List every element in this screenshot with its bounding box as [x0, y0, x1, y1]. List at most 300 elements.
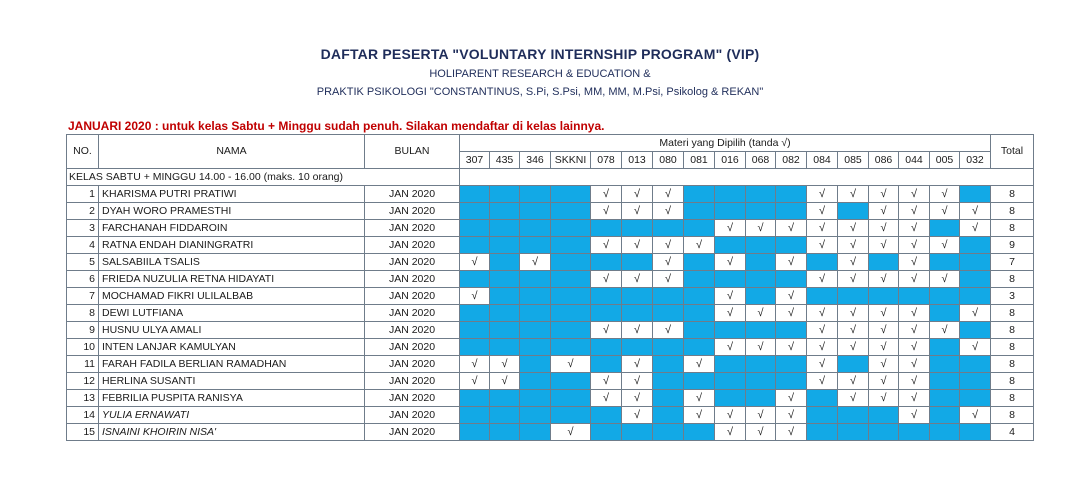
unselected-cell: [490, 305, 520, 322]
unselected-cell: [520, 186, 551, 203]
check-cell: √: [460, 254, 490, 271]
check-cell: √: [460, 288, 490, 305]
unselected-cell: [960, 424, 991, 441]
unselected-cell: [460, 424, 490, 441]
header-total: Total: [991, 135, 1034, 169]
section-blank: [460, 169, 1034, 186]
check-cell: √: [869, 271, 899, 288]
unselected-cell: [591, 407, 622, 424]
unselected-cell: [899, 288, 930, 305]
unselected-cell: [776, 373, 807, 390]
unselected-cell: [838, 407, 869, 424]
check-cell: √: [899, 390, 930, 407]
unselected-cell: [715, 322, 746, 339]
check-cell: √: [899, 356, 930, 373]
check-cell: √: [746, 407, 776, 424]
check-cell: √: [960, 407, 991, 424]
participant-table: [66, 134, 1034, 441]
unselected-cell: [520, 356, 551, 373]
unselected-cell: [930, 424, 960, 441]
unselected-cell: [551, 271, 591, 288]
header-code: 080: [653, 152, 684, 169]
unselected-cell: [684, 288, 715, 305]
check-cell: √: [930, 186, 960, 203]
unselected-cell: [520, 288, 551, 305]
check-cell: √: [684, 407, 715, 424]
check-cell: √: [899, 237, 930, 254]
check-cell: √: [838, 390, 869, 407]
unselected-cell: [684, 424, 715, 441]
check-cell: √: [622, 356, 653, 373]
check-cell: √: [960, 339, 991, 356]
row-total: 8: [991, 356, 1034, 373]
unselected-cell: [746, 390, 776, 407]
row-total: 8: [991, 322, 1034, 339]
unselected-cell: [715, 237, 746, 254]
unselected-cell: [746, 186, 776, 203]
row-number: 10: [67, 339, 99, 356]
unselected-cell: [715, 271, 746, 288]
check-cell: √: [807, 356, 838, 373]
check-cell: √: [715, 254, 746, 271]
check-cell: √: [776, 254, 807, 271]
check-cell: √: [869, 186, 899, 203]
check-cell: √: [807, 186, 838, 203]
check-cell: √: [460, 373, 490, 390]
unselected-cell: [807, 424, 838, 441]
table-row: [67, 203, 1034, 220]
participant-month: JAN 2020: [365, 305, 460, 322]
header-nama: NAMA: [99, 135, 365, 169]
row-total: 7: [991, 254, 1034, 271]
row-number: 4: [67, 237, 99, 254]
unselected-cell: [591, 305, 622, 322]
participant-name: FEBRILIA PUSPITA RANISYA: [99, 390, 365, 407]
header-code: 307: [460, 152, 490, 169]
unselected-cell: [551, 203, 591, 220]
unselected-cell: [869, 407, 899, 424]
unselected-cell: [520, 203, 551, 220]
unselected-cell: [715, 186, 746, 203]
unselected-cell: [746, 373, 776, 390]
unselected-cell: [460, 220, 490, 237]
participant-name: FARCHANAH FIDDAROIN: [99, 220, 365, 237]
check-cell: √: [653, 237, 684, 254]
check-cell: √: [899, 339, 930, 356]
check-cell: √: [838, 271, 869, 288]
participant-name: HERLINA SUSANTI: [99, 373, 365, 390]
check-cell: √: [838, 305, 869, 322]
unselected-cell: [551, 288, 591, 305]
check-cell: √: [622, 203, 653, 220]
check-cell: √: [746, 424, 776, 441]
unselected-cell: [490, 254, 520, 271]
unselected-cell: [460, 390, 490, 407]
unselected-cell: [551, 390, 591, 407]
header-code: 081: [684, 152, 715, 169]
unselected-cell: [930, 390, 960, 407]
row-total: 8: [991, 373, 1034, 390]
check-cell: √: [551, 424, 591, 441]
table-row: [67, 322, 1034, 339]
unselected-cell: [715, 203, 746, 220]
row-number: 2: [67, 203, 99, 220]
check-cell: √: [776, 220, 807, 237]
header-no: NO.: [67, 135, 99, 169]
check-cell: √: [653, 186, 684, 203]
check-cell: √: [776, 305, 807, 322]
table-row: [67, 339, 1034, 356]
check-cell: √: [899, 407, 930, 424]
unselected-cell: [838, 356, 869, 373]
unselected-cell: [551, 220, 591, 237]
unselected-cell: [460, 186, 490, 203]
check-cell: √: [807, 220, 838, 237]
check-cell: √: [930, 237, 960, 254]
participant-month: JAN 2020: [365, 424, 460, 441]
unselected-cell: [551, 322, 591, 339]
unselected-cell: [622, 254, 653, 271]
unselected-cell: [551, 339, 591, 356]
unselected-cell: [807, 407, 838, 424]
unselected-cell: [653, 339, 684, 356]
participant-name: SALSABIILA TSALIS: [99, 254, 365, 271]
check-cell: √: [490, 373, 520, 390]
participant-month: JAN 2020: [365, 220, 460, 237]
check-cell: √: [930, 271, 960, 288]
unselected-cell: [684, 373, 715, 390]
check-cell: √: [715, 424, 746, 441]
unselected-cell: [930, 373, 960, 390]
unselected-cell: [490, 424, 520, 441]
table-row: [67, 288, 1034, 305]
check-cell: √: [807, 373, 838, 390]
table-row: [67, 373, 1034, 390]
unselected-cell: [653, 305, 684, 322]
check-cell: √: [838, 373, 869, 390]
unselected-cell: [838, 424, 869, 441]
participant-name: INTEN LANJAR KAMULYAN: [99, 339, 365, 356]
check-cell: √: [899, 373, 930, 390]
unselected-cell: [930, 254, 960, 271]
participant-name: RATNA ENDAH DIANINGRATRI: [99, 237, 365, 254]
check-cell: √: [520, 254, 551, 271]
check-cell: √: [684, 390, 715, 407]
row-number: 13: [67, 390, 99, 407]
header-code: 086: [869, 152, 899, 169]
check-cell: √: [960, 305, 991, 322]
unselected-cell: [746, 237, 776, 254]
row-number: 11: [67, 356, 99, 373]
unselected-cell: [838, 203, 869, 220]
header-materi: Materi yang Dipilih (tanda √): [460, 135, 991, 152]
check-cell: √: [930, 322, 960, 339]
table-row: [67, 424, 1034, 441]
check-cell: √: [746, 339, 776, 356]
unselected-cell: [684, 203, 715, 220]
check-cell: √: [684, 356, 715, 373]
check-cell: √: [591, 186, 622, 203]
table-row: [67, 254, 1034, 271]
participant-name: HUSNU ULYA AMALI: [99, 322, 365, 339]
unselected-cell: [551, 305, 591, 322]
header-code: 013: [622, 152, 653, 169]
unselected-cell: [684, 220, 715, 237]
unselected-cell: [622, 424, 653, 441]
check-cell: √: [622, 373, 653, 390]
participant-month: JAN 2020: [365, 407, 460, 424]
unselected-cell: [622, 305, 653, 322]
check-cell: √: [899, 271, 930, 288]
check-cell: √: [838, 339, 869, 356]
unselected-cell: [653, 220, 684, 237]
row-total: 8: [991, 186, 1034, 203]
check-cell: √: [653, 322, 684, 339]
participant-name: YULIA ERNAWATI: [99, 407, 365, 424]
check-cell: √: [869, 305, 899, 322]
unselected-cell: [684, 322, 715, 339]
check-cell: √: [869, 339, 899, 356]
unselected-cell: [490, 186, 520, 203]
unselected-cell: [960, 186, 991, 203]
check-cell: √: [869, 356, 899, 373]
unselected-cell: [591, 220, 622, 237]
unselected-cell: [746, 356, 776, 373]
unselected-cell: [684, 271, 715, 288]
row-total: 8: [991, 390, 1034, 407]
check-cell: √: [807, 203, 838, 220]
unselected-cell: [520, 237, 551, 254]
participant-month: JAN 2020: [365, 254, 460, 271]
check-cell: √: [807, 305, 838, 322]
unselected-cell: [460, 407, 490, 424]
table-row: [67, 186, 1034, 203]
check-cell: √: [899, 305, 930, 322]
header-code: SKKNI: [551, 152, 591, 169]
unselected-cell: [960, 237, 991, 254]
check-cell: √: [869, 390, 899, 407]
row-number: 8: [67, 305, 99, 322]
check-cell: √: [746, 220, 776, 237]
subtitle-practice: PRAKTIK PSIKOLOGI "CONSTANTINUS, S.Pi, S.Psi, MM, MM, M.Psi, Psikolog & REKAN": [316, 86, 764, 98]
section-label: KELAS SABTU + MINGGU 14.00 - 16.00 (maks. 10 orang): [67, 169, 460, 186]
unselected-cell: [684, 305, 715, 322]
check-cell: √: [591, 203, 622, 220]
row-total: 8: [991, 220, 1034, 237]
row-number: 7: [67, 288, 99, 305]
unselected-cell: [490, 288, 520, 305]
unselected-cell: [807, 254, 838, 271]
unselected-cell: [490, 322, 520, 339]
check-cell: √: [653, 271, 684, 288]
unselected-cell: [746, 254, 776, 271]
unselected-cell: [490, 271, 520, 288]
unselected-cell: [715, 390, 746, 407]
unselected-cell: [776, 356, 807, 373]
check-cell: √: [960, 203, 991, 220]
unselected-cell: [460, 237, 490, 254]
unselected-cell: [930, 339, 960, 356]
unselected-cell: [551, 254, 591, 271]
check-cell: √: [622, 407, 653, 424]
participant-month: JAN 2020: [365, 390, 460, 407]
unselected-cell: [776, 237, 807, 254]
check-cell: √: [838, 322, 869, 339]
check-cell: √: [715, 288, 746, 305]
check-cell: √: [591, 390, 622, 407]
unselected-cell: [591, 288, 622, 305]
check-cell: √: [551, 356, 591, 373]
page-title: DAFTAR PESERTA "VOLUNTARY INTERNSHIP PROGRAM" (VIP): [320, 46, 760, 62]
row-total: 9: [991, 237, 1034, 254]
unselected-cell: [520, 271, 551, 288]
check-cell: √: [807, 237, 838, 254]
check-cell: √: [776, 390, 807, 407]
participant-month: JAN 2020: [365, 339, 460, 356]
check-cell: √: [622, 186, 653, 203]
check-cell: √: [653, 254, 684, 271]
unselected-cell: [960, 390, 991, 407]
table-row: [67, 220, 1034, 237]
unselected-cell: [591, 339, 622, 356]
unselected-cell: [776, 203, 807, 220]
table-row: [67, 407, 1034, 424]
header-code: 078: [591, 152, 622, 169]
check-cell: √: [622, 322, 653, 339]
unselected-cell: [899, 424, 930, 441]
participant-month: JAN 2020: [365, 322, 460, 339]
unselected-cell: [551, 407, 591, 424]
subtitle-organization: HOLIPARENT RESEARCH & EDUCATION &: [429, 68, 651, 80]
unselected-cell: [490, 339, 520, 356]
check-cell: √: [899, 322, 930, 339]
check-cell: √: [960, 220, 991, 237]
row-total: 8: [991, 339, 1034, 356]
header-bulan: BULAN: [365, 135, 460, 169]
unselected-cell: [807, 288, 838, 305]
unselected-cell: [490, 390, 520, 407]
participant-name: MOCHAMAD FIKRI ULILALBAB: [99, 288, 365, 305]
unselected-cell: [930, 407, 960, 424]
unselected-cell: [490, 407, 520, 424]
check-cell: √: [622, 390, 653, 407]
unselected-cell: [551, 237, 591, 254]
check-cell: √: [930, 203, 960, 220]
unselected-cell: [960, 254, 991, 271]
unselected-cell: [653, 407, 684, 424]
unselected-cell: [622, 339, 653, 356]
unselected-cell: [520, 424, 551, 441]
unselected-cell: [746, 203, 776, 220]
check-cell: √: [622, 271, 653, 288]
check-cell: √: [838, 220, 869, 237]
unselected-cell: [653, 390, 684, 407]
participant-name: DYAH WORO PRAMESTHI: [99, 203, 365, 220]
row-total: 8: [991, 271, 1034, 288]
unselected-cell: [520, 339, 551, 356]
unselected-cell: [960, 356, 991, 373]
participant-month: JAN 2020: [365, 186, 460, 203]
table-row: [67, 271, 1034, 288]
unselected-cell: [520, 407, 551, 424]
unselected-cell: [653, 424, 684, 441]
unselected-cell: [622, 288, 653, 305]
check-cell: √: [622, 237, 653, 254]
unselected-cell: [622, 220, 653, 237]
header-code: 068: [746, 152, 776, 169]
unselected-cell: [869, 424, 899, 441]
unselected-cell: [460, 339, 490, 356]
unselected-cell: [715, 373, 746, 390]
header-code: 084: [807, 152, 838, 169]
check-cell: √: [807, 271, 838, 288]
unselected-cell: [715, 356, 746, 373]
unselected-cell: [520, 373, 551, 390]
unselected-cell: [591, 356, 622, 373]
participant-month: JAN 2020: [365, 373, 460, 390]
unselected-cell: [869, 254, 899, 271]
check-cell: √: [869, 373, 899, 390]
unselected-cell: [930, 288, 960, 305]
unselected-cell: [776, 322, 807, 339]
table-row: [67, 390, 1034, 407]
unselected-cell: [653, 356, 684, 373]
row-number: 6: [67, 271, 99, 288]
unselected-cell: [490, 220, 520, 237]
check-cell: √: [838, 186, 869, 203]
unselected-cell: [684, 186, 715, 203]
unselected-cell: [520, 322, 551, 339]
unselected-cell: [653, 288, 684, 305]
row-number: 12: [67, 373, 99, 390]
check-cell: √: [869, 220, 899, 237]
unselected-cell: [930, 356, 960, 373]
check-cell: √: [715, 220, 746, 237]
table-row: [67, 237, 1034, 254]
check-cell: √: [776, 407, 807, 424]
unselected-cell: [684, 339, 715, 356]
unselected-cell: [520, 220, 551, 237]
unselected-cell: [807, 390, 838, 407]
table-row: [67, 356, 1034, 373]
check-cell: √: [869, 203, 899, 220]
check-cell: √: [715, 339, 746, 356]
header-code: 082: [776, 152, 807, 169]
unselected-cell: [460, 322, 490, 339]
row-number: 3: [67, 220, 99, 237]
participant-month: JAN 2020: [365, 288, 460, 305]
notice-text: JANUARI 2020 : untuk kelas Sabtu + Minggu sudah penuh. Silakan mendaftar di kelas lainnya.: [68, 119, 605, 133]
row-number: 15: [67, 424, 99, 441]
check-cell: √: [899, 203, 930, 220]
unselected-cell: [746, 322, 776, 339]
participant-month: JAN 2020: [365, 237, 460, 254]
header-code: 346: [520, 152, 551, 169]
header-code: 435: [490, 152, 520, 169]
unselected-cell: [460, 203, 490, 220]
participant-name: ISNAINI KHOIRIN NISA': [99, 424, 365, 441]
unselected-cell: [960, 322, 991, 339]
header-code: 032: [960, 152, 991, 169]
unselected-cell: [551, 373, 591, 390]
unselected-cell: [490, 203, 520, 220]
check-cell: √: [807, 339, 838, 356]
participant-month: JAN 2020: [365, 203, 460, 220]
unselected-cell: [490, 237, 520, 254]
unselected-cell: [776, 186, 807, 203]
row-total: 8: [991, 407, 1034, 424]
unselected-cell: [838, 288, 869, 305]
